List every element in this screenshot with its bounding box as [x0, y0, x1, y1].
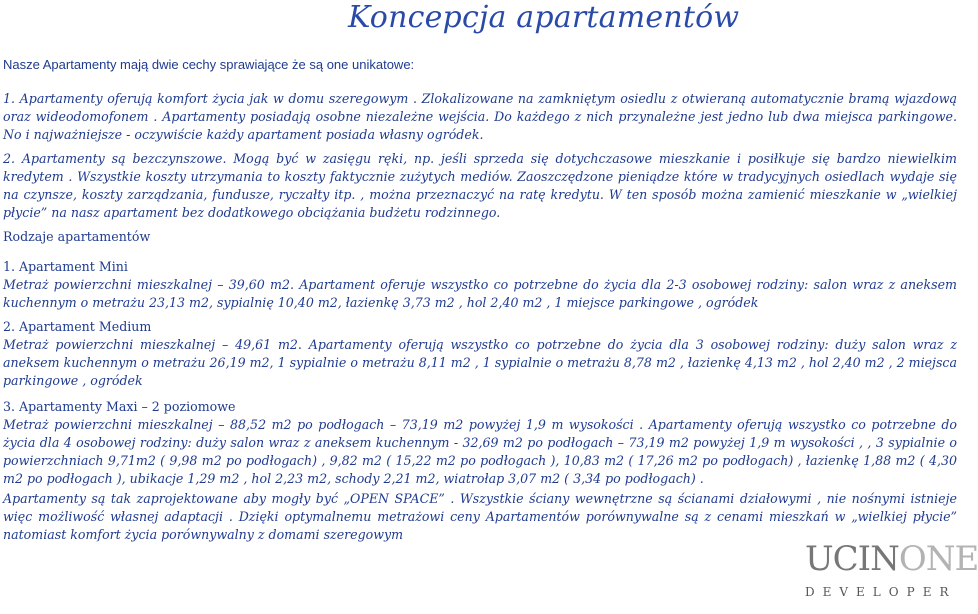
- apartment-mini-heading: 1. Apartament Mini: [3, 259, 128, 274]
- closing-text: Apartamenty są tak zaprojektowane aby mogły być „OPEN SPACE” . Wszystkie ściany wewnętrzne są ścianami działowymi , nie nośnymi istnieje więc możliwość własnej adaptacji . Dzięki optymalnemu metrażowi ceny Apartamentów porównywalne są z cenami mieszkań w „wielkiej płycie” natomiast komfort życia porównywalny z domami szeregowym: [3, 491, 957, 542]
- apartment-medium-heading: 2. Apartament Medium: [3, 319, 152, 334]
- feature-point-2-text: 2. Apartamenty są bezczynszowe. Mogą być w zasięgu ręki, np. jeśli sprzeda się dotychczasowe mieszkanie i posiłkuje się bardzo niewielkim kredytem . Wszystkie koszty utrzymania to koszty faktycznie zużytych mediów. Zaoszczędzone pieniądze które w tradycyjnych osiedlach wydaje się na czynsze, koszty zarządzania, fundusze, ryczałty itp. , można przeznaczyć na ratę kredytu. W ten sposób można zamienić mieszkanie w „wielkiej płycie” na nasz apartament bez dodatkowego obciążania budżetu rodzinnego.: [3, 151, 957, 220]
- apartment-medium: [3, 318, 957, 390]
- apartment-maxi-description: Metraż powierzchni mieszkalnej – 88,52 m2 po podłogach – 73,19 m2 powyżej 1,9 m wysokości . Apartamenty oferują wszystko co potrzebne do życia dla 4 osobowej rodziny: duży salon wraz z aneksem kuchennym - 32,69 m2 po podłogach – 73,19 m2 powyżej 1,9 m wysokości , , 3 sypialnie o powierzchniach 9,71m2 ( 9,98 m2 po podłogach) , 9,82 m2 ( 15,22 m2 po podłogach ), 10,83 m2 ( 17,26 m2 po podłogach) , łazienkę 1,88 m2 ( 4,30 m2 po podłogach ), ubikacje 1,29 m2 , hol 2,23 m2, schody 2,21 m2, wiatrołap 3,07 m2 ( 3,34 po podłogach) .: [3, 417, 957, 486]
- feature-point-1-text: 1. Apartamenty oferują komfort życia jak w domu szeregowym . Zlokalizowane na zamkniętym osiedlu z otwieraną automatycznie bramą wjazdową oraz wideodomofonem . Apartamenty posiadają osobne niezależne wejścia. Do każdego z nich przynależne jest jedno lub dwa miejsca parkingowe. No i najważniejsze - oczywiście każdy apartament posiada własny ogródek.: [3, 91, 957, 142]
- feature-point-1: [3, 90, 957, 144]
- logo-part-1: UCIN: [805, 539, 899, 579]
- feature-point-2: [3, 150, 957, 222]
- types-heading: Rodzaje apartamentów: [3, 229, 151, 244]
- logo-wordmark: [805, 539, 978, 579]
- apartment-maxi-heading: 3. Apartamenty Maxi – 2 poziomowe: [3, 399, 236, 414]
- developer-logo: [805, 539, 978, 614]
- apartment-mini: [3, 258, 957, 312]
- closing-paragraph: [3, 490, 957, 544]
- logo-part-2: ONE: [898, 539, 978, 579]
- logo-subtitle: DEVELOPER: [805, 585, 957, 599]
- page-title: Koncepcja apartamentów: [348, 0, 740, 35]
- apartment-maxi: [3, 398, 957, 488]
- apartment-mini-description: Metraż powierzchni mieszkalnej – 39,60 m2. Apartament oferuje wszystko co potrzebne do życia dla 2-3 osobowej rodziny: salon wraz z aneksem kuchennym o metrażu 23,13 m2, sypialnię 10,40 m2, łazienkę 3,73 m2 , hol 2,40 m2 , 1 miejsce parkingowe , ogródek: [3, 277, 957, 310]
- intro-text: Nasze Apartamenty mają dwie cechy sprawiające że są one unikatowe:: [3, 57, 415, 72]
- apartment-medium-description: Metraż powierzchni mieszkalnej – 49,61 m2. Apartamenty oferują wszystko co potrzebne do życia dla 3 osobowej rodziny: duży salon wraz z aneksem kuchennym o metrażu 26,19 m2, 1 sypialnie o metrażu 8,11 m2 , 1 sypialnie o metrażu 8,78 m2 , łazienkę 4,13 m2 , hol 2,40 m2 , 2 miejsca parkingowe , ogródek: [3, 337, 957, 388]
